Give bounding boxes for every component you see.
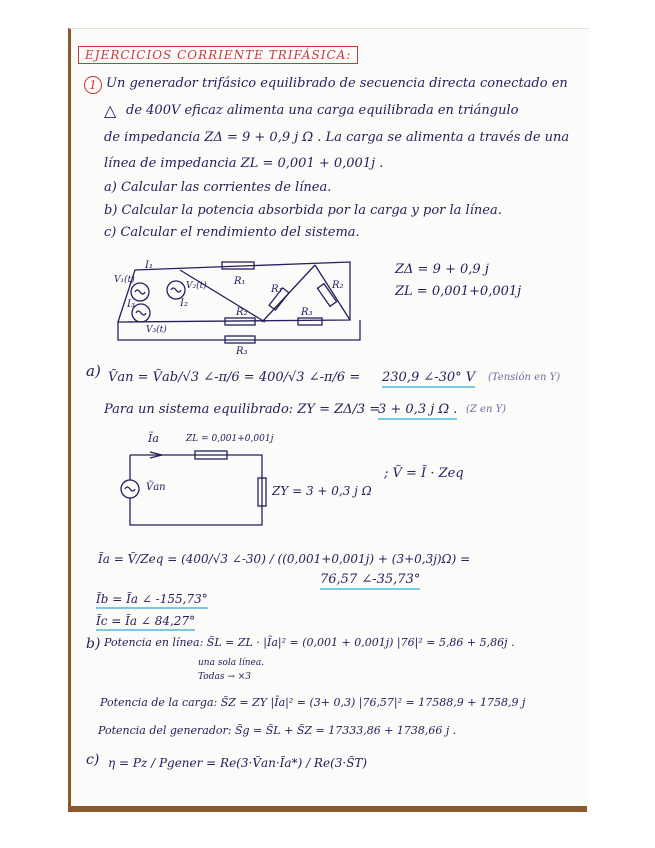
line-power-note-2: Todas → ×3 — [198, 672, 251, 682]
label-i2: I₂ — [180, 298, 188, 309]
page-binding-edge — [68, 806, 587, 812]
van-result: 230,9 ∠-30° V — [382, 370, 475, 388]
notebook-page — [68, 28, 589, 809]
label-r1-diag: R₁ — [271, 284, 283, 295]
eq-zl-label: ZL = 0,001+0,001j — [186, 434, 274, 444]
label-r3-lower: R₃ — [236, 346, 248, 357]
van-expression: Ṽan = Ṽab/√3 ∠-π/6 = 400/√3 ∠-π/6 = — [108, 370, 361, 385]
statement-line-1: Un generador trifásico equilibrado de secuencia directa conectado en — [106, 76, 568, 91]
ia-result: 76,57 ∠-35,73° — [320, 572, 420, 590]
generator-power: Potencia del generador: S̃g = S̃L + S̃Z = 17333,86 + 1738,66 j . — [98, 724, 457, 737]
question-a: a) Calcular las corrientes de línea. — [104, 180, 332, 195]
eq-van-label: Ṽan — [146, 482, 166, 493]
label-v3: V₃(t) — [146, 325, 167, 335]
z-line-value: ZL = 0,001+0,001j — [395, 284, 522, 299]
efficiency-expression: η = Pz / Pgener = Re(3·Ṽan·Ĩa*) / Re(3·S̃T) — [108, 756, 368, 770]
part-c-label: c) — [86, 752, 100, 768]
zy-note: (Z en Y) — [466, 404, 507, 415]
balanced-system-text: Para un sistema equilibrado: ZY = ZΔ/3 = — [104, 402, 381, 417]
z-delta-value: ZΔ = 9 + 0,9 j — [395, 262, 489, 277]
label-r2-bottom: R₂ — [236, 307, 248, 318]
label-v2: V₂(t) — [186, 281, 207, 291]
problem-number: 1 — [84, 76, 102, 94]
question-c: c) Calcular el rendimiento del sistema. — [104, 225, 360, 240]
eq-zy-label: ZY = 3 + 0,3 j Ω — [272, 484, 372, 498]
line-power: Potencia en línea: S̃L = ZL · |Ĩa|² = (0,001 + 0,001j) |76|² = 5,86 + 5,86j . — [104, 636, 515, 649]
label-i1: I₁ — [145, 260, 153, 271]
question-b: b) Calcular la potencia absorbida por la carga y por la línea. — [104, 203, 502, 218]
line-power-note-1: una sola línea. — [198, 658, 265, 668]
ib-expression: Ĩb = Ĩa ∠ -155,73° — [96, 592, 208, 606]
van-note: (Tensión en Y) — [488, 372, 561, 383]
delta-symbol: △ — [104, 101, 117, 120]
label-r2-diag: R₂ — [332, 280, 344, 291]
ohm-law: ; Ṽ = Ĩ · Zeq — [384, 466, 464, 481]
label-v1: V₁(t) — [114, 275, 135, 285]
ic-expression: Ĩc = Ĩa ∠ 84,27° — [96, 614, 195, 628]
part-b-label: b) — [86, 636, 101, 652]
load-power: Potencia de la carga: S̃Z = ZY |Ĩa|² = (3+ 0,3) |76,57|² = 17588,9 + 1758,9 j — [100, 696, 526, 709]
label-r3-bottom: R₃ — [301, 307, 313, 318]
part-a-label: a) — [86, 362, 101, 380]
eq-ia-label: Ĩa — [148, 432, 159, 445]
label-i3: I₃ — [127, 299, 135, 310]
page-title: EJERCICIOS CORRIENTE TRIFÁSICA: — [78, 46, 358, 64]
zy-result: 3 + 0,3 j Ω . — [378, 402, 457, 420]
statement-line-4: línea de impedancia ZL = 0,001 + 0,001j . — [104, 156, 384, 171]
statement-line-2: de 400V eficaz alimenta una carga equilibrada en triángulo — [126, 103, 519, 118]
label-r1-top: R₁ — [234, 276, 246, 287]
statement-line-3: de impedancia ZΔ = 9 + 0,9 j Ω . La carga se alimenta a través de una — [104, 130, 570, 145]
ia-expression: Ĩa = Ṽ/Zeq = (400/√3 ∠-30) / ((0,001+0,001j) + (3+0,3j)Ω) = — [98, 552, 471, 566]
